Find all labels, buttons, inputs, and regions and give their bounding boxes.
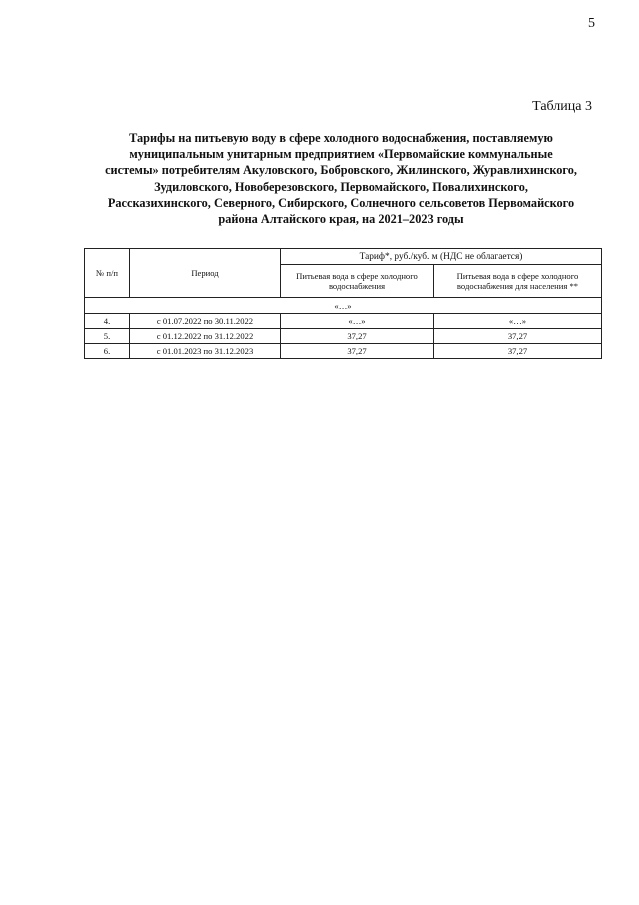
cell-tariff-1: 37,27 — [281, 344, 434, 359]
cell-tariff-1: 37,27 — [281, 329, 434, 344]
header-tariff-population: Питьевая вода в сфере холодного водоснабжения для населения ** — [434, 265, 602, 298]
cell-period: с 01.12.2022 по 31.12.2022 — [130, 329, 281, 344]
title-line: системы» потребителям Акуловского, Бобровского, Жилинского, Журавлихинского, — [105, 163, 577, 178]
title-line: района Алтайского края, на 2021–2023 годы — [218, 212, 464, 227]
title-line: Рассказихинского, Северного, Сибирского, Солнечного сельсоветов Первомайского — [107, 195, 575, 210]
header-period: Период — [130, 249, 281, 298]
header-number: № п/п — [85, 249, 130, 298]
cell-tariff-1: «…» — [281, 314, 434, 329]
title-line: Тарифы на питьевую воду в сфере холодного водоснабжения, поставляемую — [129, 131, 553, 145]
table-label: Таблица 3 — [532, 99, 592, 114]
cell-number: 4. — [85, 314, 130, 329]
header-tariff-drinking-water: Питьевая вода в сфере холодного водоснабжения — [281, 265, 434, 298]
tariff-table — [84, 248, 602, 359]
cell-period: с 01.07.2022 по 30.11.2022 — [130, 314, 281, 329]
table-row-separator — [85, 298, 602, 314]
table-row — [85, 314, 602, 329]
page-number: 5 — [588, 16, 595, 31]
cell-tariff-2: 37,27 — [434, 344, 602, 359]
cell-number: 6. — [85, 344, 130, 359]
table-row — [85, 344, 602, 359]
header-tariff-group: Тариф*, руб./куб. м (НДС не облагается) — [281, 249, 602, 265]
cell-tariff-2: «…» — [434, 314, 602, 329]
cell-number: 5. — [85, 329, 130, 344]
cell-period: с 01.01.2023 по 31.12.2023 — [130, 344, 281, 359]
separator-cell: «…» — [85, 298, 602, 314]
title-line: Зудиловского, Новоберезовского, Первомайского, Повалихинского, — [154, 179, 528, 194]
title-line: муниципальным унитарным предприятием «Первомайские коммунальные — [129, 147, 553, 162]
document-title — [80, 130, 602, 227]
table-header-row — [85, 249, 602, 265]
table-row — [85, 329, 602, 344]
cell-tariff-2: 37,27 — [434, 329, 602, 344]
